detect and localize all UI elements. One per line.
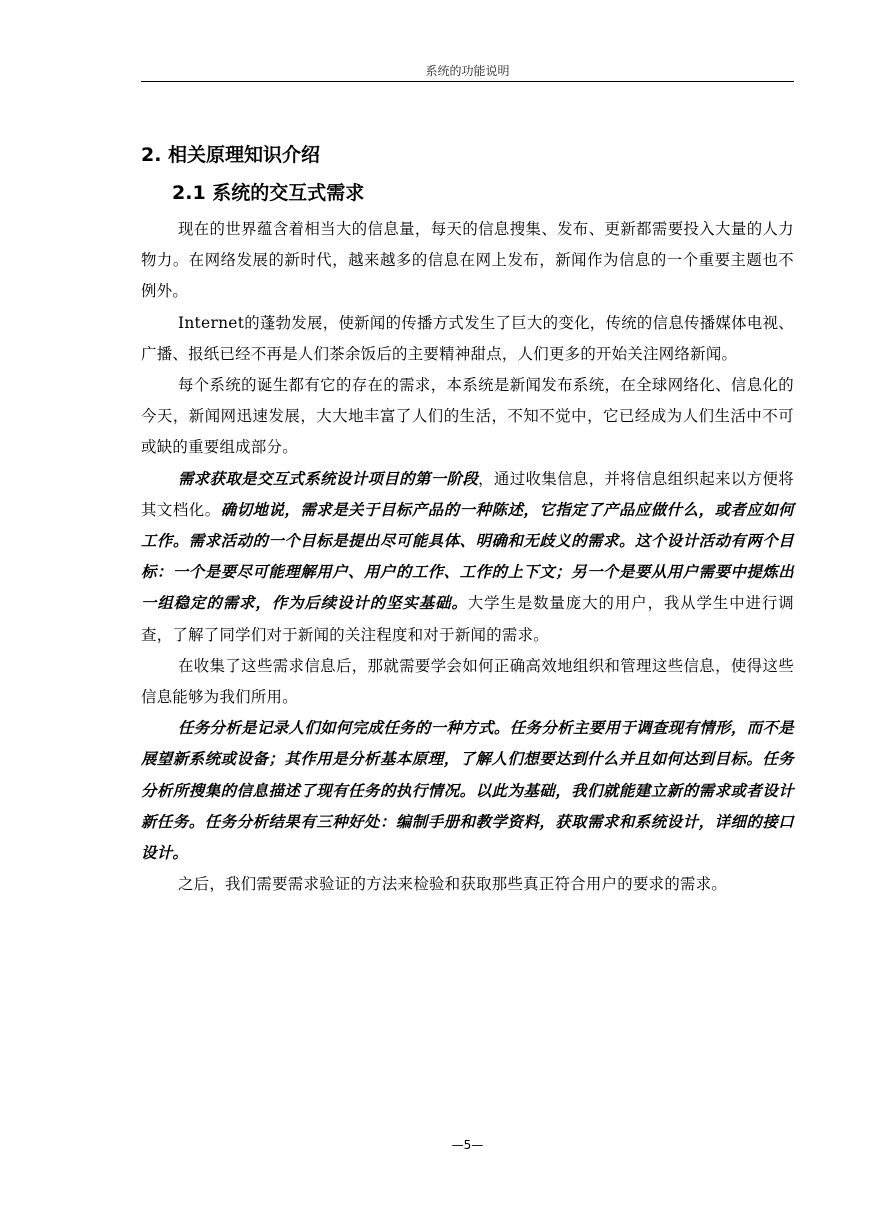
paragraph-5: 在收集了这些需求信息后，那就需要学会如何正确高效地组织和管理这些信息，使得这些信息能够为我们所用。: [141, 656, 794, 707]
emphasis-requirements-definition: 确切地说，需求是关于目标产品的一种陈述，它指定了产品应做什么，或者应如何工作。需求活动的一个目标是提出尽可能具体、明确和无歧义的需求。这个设计活动有两个目标：一个是要尽可能理解用户、用户的工作、工作的上下文；另一个是要从用户需要中提炼出一组稳定的需求，作为后续设计的坚实基础。: [141, 500, 794, 613]
subsection-heading: 2.1 系统的交互式需求: [172, 182, 365, 204]
paragraph-4-text-b: 大学生是数量庞大的用户，我从学生中进行调查，了解了同学们对于新闻的关注程度和对于新闻的需求。: [141, 594, 794, 644]
page-number: —5—: [451, 1138, 484, 1152]
paragraph-2: Internet的蓬勃发展，使新闻的传播方式发生了巨大的变化，传统的信息传播媒体电视、广播、报纸已经不再是人们茶余饭后的主要精神甜点，人们更多的开始关注网络新闻。: [141, 313, 794, 363]
section-heading: 2. 相关原理知识介绍: [141, 144, 321, 166]
body-text: [141, 214, 794, 900]
emphasis-requirements-stage: 需求获取是交互式系统设计项目的第一阶段: [177, 469, 479, 488]
header-rule: [141, 81, 794, 82]
paragraph-4-text-a: ，通过收集信息，并将信息组织起来以方便将其文档化。: [141, 469, 794, 519]
paragraph-1: 现在的世界蕴含着相当大的信息量，每天的信息搜集、发布、更新都需要投入大量的人力物力。在网络发展的新时代，越来越多的信息在网上发布，新闻作为信息的一个重要主题也不例外。: [141, 220, 794, 301]
running-header: 系统的功能说明: [425, 64, 510, 78]
paragraph-6-task-analysis: 任务分析是记录人们如何完成任务的一种方式。任务分析主要用于调查现有情形，而不是展望新系统或设备；其作用是分析基本原理，了解人们想要达到什么并且如何达到目标。任务分析所搜集的信息描述了现有任务的执行情况。以此为基础，我们就能建立新的需求或者设计新任务。任务分析结果有三种好处：编制手册和教学资料，获取需求和系统设计，详细的接口设计。: [141, 719, 794, 863]
paragraph-7: 之后，我们需要需求验证的方法来检验和获取那些真正符合用户的要求的需求。: [177, 875, 728, 894]
paragraph-3: 每个系统的诞生都有它的存在的需求，本系统是新闻发布系统，在全球网络化、信息化的今天，新闻网迅速发展，大大地丰富了人们的生活，不知不觉中，它已经成为人们生活中不可或缺的重要组成部分。: [141, 376, 794, 457]
paragraph-4: [141, 464, 794, 651]
